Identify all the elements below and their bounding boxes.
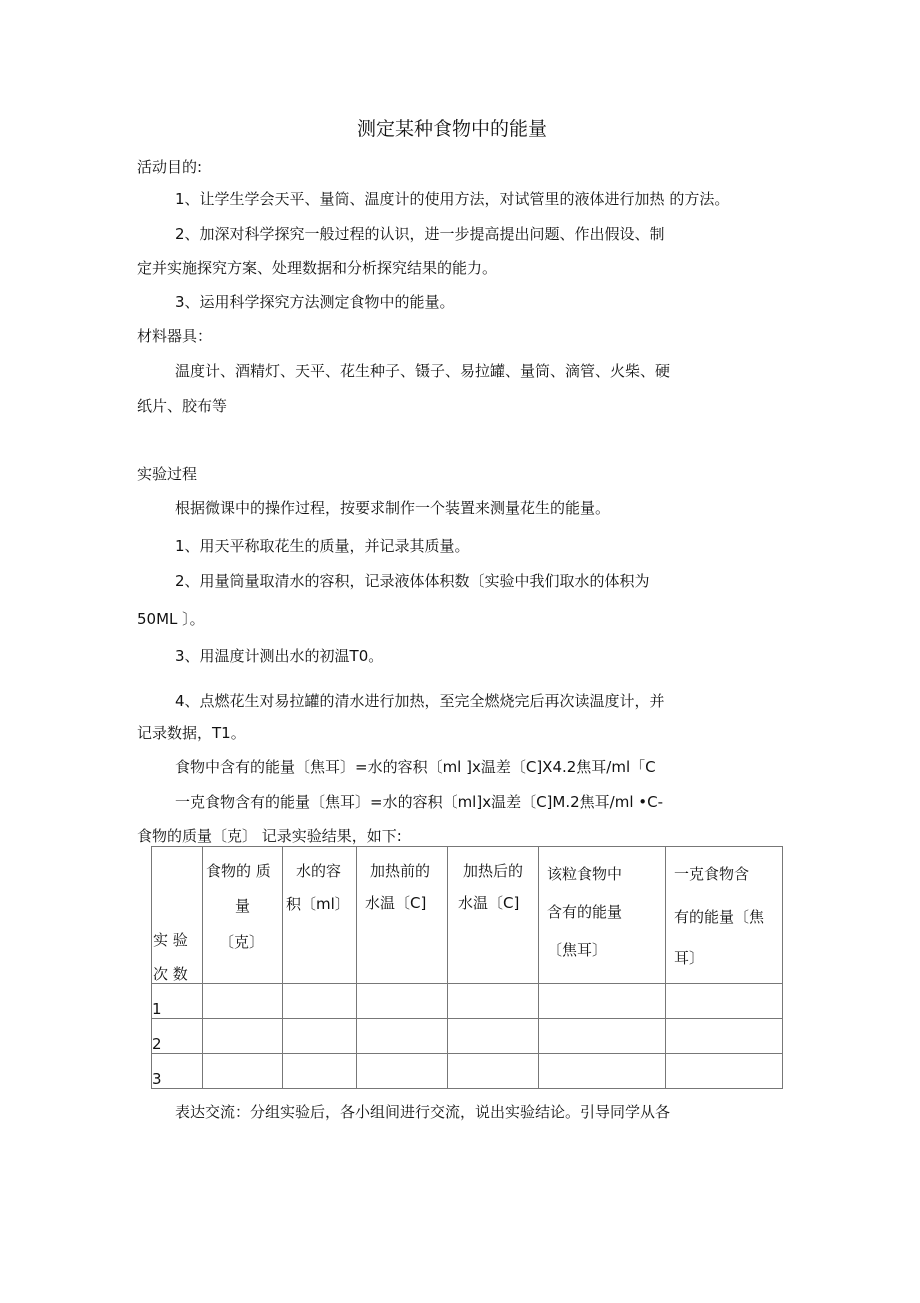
materials-heading: 材料器具：: [137, 327, 213, 345]
table-cell: [283, 1019, 357, 1054]
process-step-4: 4、点燃花生对易拉罐的清水进行加热，至完全燃烧完后再次读温度计，并: [175, 692, 665, 710]
materials-line-2: 纸片、胶布等: [137, 397, 228, 415]
header-water-volume: 水的容 积〔ml〕: [283, 847, 357, 984]
table-cell: [203, 1054, 283, 1089]
table-header-row: [152, 847, 783, 984]
formula-energy: 食物中含有的能量〔焦耳〕=水的容积〔ml ]x温差〔C]X4.2焦耳/ml「C: [175, 758, 656, 776]
table-cell: [283, 984, 357, 1019]
table-cell: [357, 1054, 448, 1089]
table-cell: [448, 984, 539, 1019]
header-energy-per-seed: 该粒食物中 含有的能量 〔焦耳〕: [539, 847, 666, 984]
table-row: [152, 1054, 783, 1089]
purpose-item-2-cont: 定并实施探究方案、处理数据和分析探究结果的能力。: [137, 259, 498, 277]
row-number: 1: [152, 984, 203, 1019]
formula-cont: 食物的质量〔克〕 记录实验结果，如下:: [137, 827, 402, 845]
row-number: 3: [152, 1054, 203, 1089]
table-cell: [283, 1054, 357, 1089]
table-cell: [666, 984, 783, 1019]
table-row: [152, 984, 783, 1019]
table-cell: [539, 984, 666, 1019]
table-cell: [539, 1054, 666, 1089]
process-heading: 实验过程: [137, 465, 198, 483]
header-food-mass: 食物的 质 量 〔克〕: [203, 847, 283, 984]
table-cell: [666, 1054, 783, 1089]
process-step-1: 1、用天平称取花生的质量，并记录其质量。: [175, 537, 470, 555]
purpose-item-3: 3、运用科学探究方法测定食物中的能量。: [175, 293, 455, 311]
process-line: 根据微课中的操作过程，按要求制作一个装置来测量花生的能量。: [175, 499, 611, 517]
process-step-2: 2、用量筒量取清水的容积，记录液体体积数〔实验中我们取水的体积为: [175, 572, 650, 590]
conclusion-text: 表达交流：分组实验后，各小组间进行交流，说出实验结论。引导同学从各: [175, 1103, 671, 1121]
table-cell: [448, 1019, 539, 1054]
process-step-2-cont: 50ML 〕。: [137, 610, 205, 628]
table-cell: [448, 1054, 539, 1089]
header-temp-before: 加热前的 水温〔C]: [357, 847, 448, 984]
results-table: [151, 846, 783, 1089]
page-title: 测定某种食物中的能量: [357, 118, 548, 140]
formula-energy-per-gram: 一克食物含有的能量〔焦耳〕=水的容积〔ml]x温差〔C]M.2焦耳/ml •C-: [175, 793, 663, 811]
process-step-3: 3、用温度计测出水的初温T0。: [175, 647, 384, 665]
header-trial: 实 验 次 数: [152, 847, 203, 984]
process-step-4-cont: 记录数据，T1。: [137, 724, 246, 742]
table-cell: [539, 1019, 666, 1054]
table-cell: [357, 1019, 448, 1054]
table-cell: [666, 1019, 783, 1054]
header-energy-per-gram: 一克食物含 有的能量〔焦 耳〕: [666, 847, 783, 984]
purpose-item-1: 1、让学生学会天平、量筒、温度计的使用方法，对试管里的液体进行加热 的方法。: [175, 190, 730, 208]
materials-line-1: 温度计、酒精灯、天平、花生种子、镊子、易拉罐、量筒、滴管、火柴、硬: [175, 362, 671, 380]
table-cell: [203, 1019, 283, 1054]
header-temp-after: 加热后的 水温〔C]: [448, 847, 539, 984]
purpose-heading: 活动目的:: [137, 158, 203, 176]
table-cell: [357, 984, 448, 1019]
purpose-item-2: 2、加深对科学探究一般过程的认识，进一步提高提出问题、作出假设、制: [175, 225, 665, 243]
table-cell: [203, 984, 283, 1019]
table-row: [152, 1019, 783, 1054]
row-number: 2: [152, 1019, 203, 1054]
